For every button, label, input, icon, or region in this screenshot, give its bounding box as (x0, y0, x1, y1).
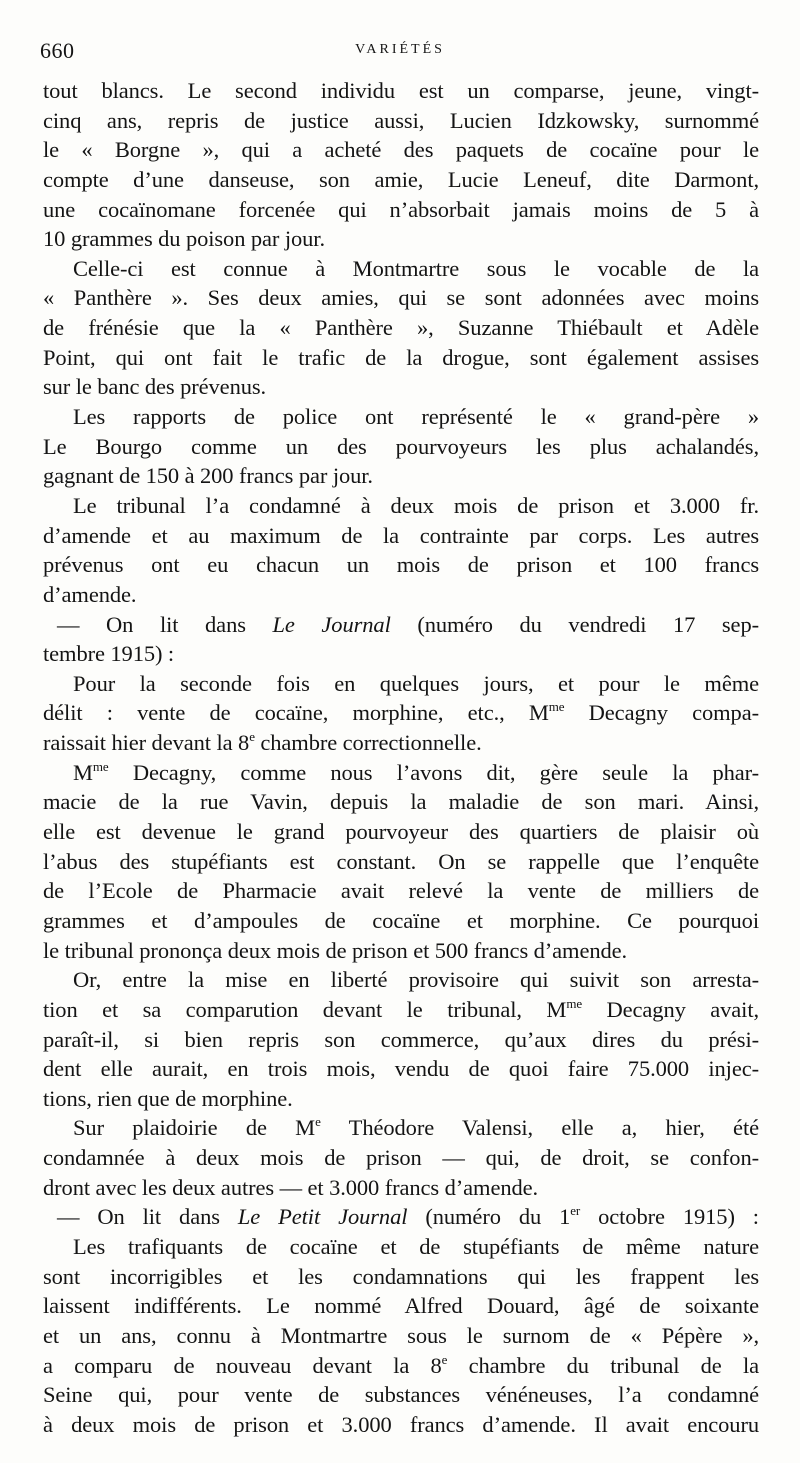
text-line (43, 758, 759, 788)
line-text: chambre du tribunal de la (447, 1352, 759, 1378)
line-text: chambre correctionnelle. (254, 730, 482, 756)
line-text: — On lit dans (57, 1204, 238, 1230)
text-line: dent elle aurait, en trois mois, vendu de quoi faire 75.000 injec- (43, 1056, 759, 1082)
line-text: (numéro du vendredi 17 sep- (390, 611, 759, 637)
text-line (43, 995, 759, 1025)
line-text: Decagny avait, (582, 996, 760, 1022)
text-line: à deux mois de prison et 3.000 francs d’amende. Il avait encouru (43, 1411, 759, 1437)
superscript: me (92, 758, 109, 774)
text-line: elle est devenue le grand pourvoyeur des quartiers de plaisir où (43, 819, 759, 845)
text-line: grammes et d’ampoules de cocaïne et morphine. Ce pourquoi (43, 907, 759, 933)
superscript: er (570, 1203, 581, 1219)
text-line: d’amende et au maximum de la contrainte par corps. Les autres (43, 522, 759, 548)
page-number: 660 (40, 38, 75, 63)
superscript: e (441, 1351, 448, 1367)
text-line: Point, qui ont fait le trafic de la drogue, sont également assises (43, 344, 759, 370)
text-line: de frénésie que la « Panthère », Suzanne Thiébault et Adèle (43, 315, 759, 341)
text-line: Les rapports de police ont représenté le « grand-père » (73, 404, 759, 430)
text-line (43, 698, 759, 728)
text-line: de l’Ecole de Pharmacie avait relevé la vente de milliers de (43, 878, 759, 904)
text-line: Le Bourgo comme un des pourvoyeurs les plus achalandés, (43, 433, 759, 459)
superscript: me (548, 699, 565, 715)
superscript: e (315, 1114, 321, 1130)
line-text: M (73, 759, 93, 785)
text-line (43, 610, 759, 640)
line-text: (numéro du 1 (407, 1204, 571, 1230)
line-text: — On lit dans (57, 611, 273, 637)
text-line: laissent indifférents. Le nommé Alfred Douard, âgé de soixante (43, 1293, 759, 1319)
text-line: Seine qui, pour vente de substances vénéneuses, l’a condamné (43, 1382, 759, 1408)
text-line: une cocaïnomane forcenée qui n’absorbait jamais moins de 5 à (43, 196, 759, 222)
line-text: Decagny, comme nous l’avons dit, gère seule la phar- (108, 759, 759, 785)
line-text: tion et sa comparution devant le tribunal, M (43, 996, 567, 1022)
text-line (43, 1202, 759, 1232)
text-line: gagnant de 150 à 200 francs par jour. (43, 463, 373, 489)
superscript: me (566, 995, 582, 1011)
text-line (43, 1351, 759, 1381)
text-line: compte d’une danseuse, son amie, Lucie Leneuf, dite Darmont, (43, 166, 759, 192)
running-head: VARIÉTÉS (355, 42, 445, 57)
journal-title: Le Petit Journal (237, 1204, 408, 1230)
text-line: dront avec les deux autres — et 3.000 francs d’amende. (43, 1174, 539, 1200)
text-line: tembre 1915) : (43, 641, 175, 667)
superscript: e (249, 729, 255, 745)
text-line: Or, entre la mise en liberté provisoire qui suivit son arresta- (73, 967, 759, 993)
text-line: Celle-ci est connue à Montmartre sous le vocable de la (73, 255, 759, 281)
line-text: délit : vente de cocaïne, morphine, etc., M (43, 700, 549, 726)
text-line: paraît-il, si bien repris son commerce, qu’aux dires du prési- (43, 1026, 759, 1052)
line-text: octobre 1915) : (580, 1204, 759, 1230)
text-line: macie de la rue Vavin, depuis la maladie de son mari. Ainsi, (43, 789, 759, 815)
text-line: le « Borgne », qui a acheté des paquets de cocaïne pour le (43, 137, 759, 163)
line-text: Sur plaidoirie de M (73, 1115, 316, 1141)
text-line: l’abus des stupéfiants est constant. On se rappelle que l’enquête (43, 848, 759, 874)
page-header (40, 38, 760, 68)
text-line: et un ans, connu à Montmartre sous le surnom de « Pépère », (43, 1322, 759, 1348)
body-text (43, 76, 759, 1439)
text-line: 10 grammes du poison par jour. (43, 226, 325, 252)
text-line: sur le banc des prévenus. (43, 374, 267, 400)
text-line: le tribunal prononça deux mois de prison et 500 francs d’amende. (43, 937, 628, 963)
text-line: sont incorrigibles et les condamnations qui les frappent les (43, 1263, 759, 1289)
text-line: cinq ans, repris de justice aussi, Lucien Idzkowsky, surnommé (43, 107, 759, 133)
text-line: d’amende. (43, 581, 137, 607)
text-line: condamnée à deux mois de prison — qui, de droit, se confon- (43, 1145, 759, 1171)
text-line: Pour la seconde fois en quelques jours, et pour le même (73, 670, 759, 696)
journal-title: Le Journal (272, 611, 391, 637)
text-line: prévenus ont eu chacun un mois de prison et 100 francs (43, 552, 759, 578)
text-line: tions, rien que de morphine. (43, 1085, 293, 1111)
text-line: « Panthère ». Ses deux amies, qui se sont adonnées avec moins (43, 285, 759, 311)
line-text: Théodore Valensi, elle a, hier, été (320, 1115, 759, 1141)
text-line: tout blancs. Le second individu est un comparse, jeune, vingt- (43, 78, 759, 103)
line-text: raissait hier devant la 8 (43, 730, 250, 756)
text-line: Le tribunal l’a condamné à deux mois de prison et 3.000 fr. (73, 492, 759, 518)
text-line (43, 728, 759, 758)
text-line: Les trafiquants de cocaïne et de stupéfiants de même nature (73, 1233, 759, 1259)
line-text: a comparu de nouveau devant la 8 (43, 1352, 442, 1378)
line-text: Decagny compa- (564, 700, 759, 726)
text-line (43, 1113, 759, 1143)
